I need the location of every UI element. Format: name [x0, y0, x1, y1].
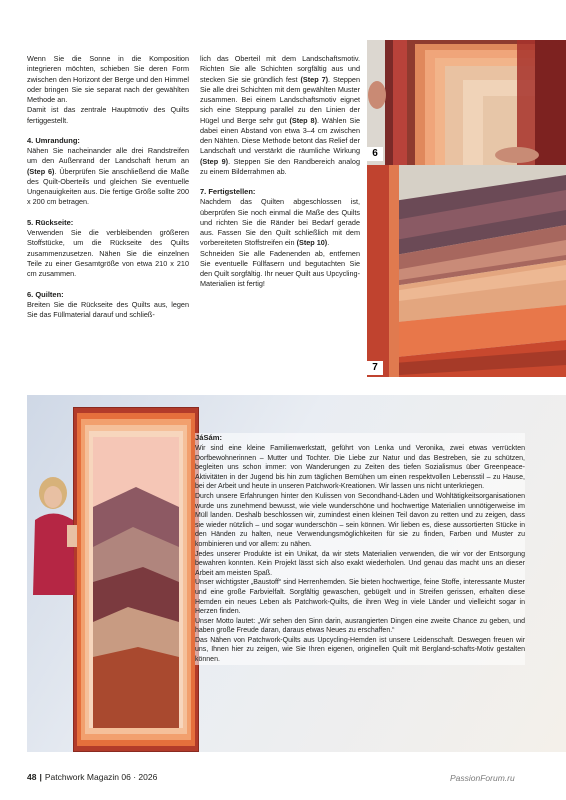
footer-separator: |: [39, 772, 42, 782]
text-column-left: [27, 54, 189, 331]
page-footer: [27, 771, 157, 783]
info-paragraph-6: Das Nähen von Patchwork-Quilts aus Upcycling-Hemden ist unsere Leidenschaft. Deswegen freuen wir uns, Ihnen hier zu zeigen, wie Sie Ihren eigenen, originellen Quilt mit Bergland-schafts-Motiv gestalten können.: [195, 636, 525, 664]
woman-holding-quilt: [27, 475, 87, 615]
quilting-continued-paragraph: lich das Oberteil mit dem Landschaftsmotiv. Richten Sie alle Schichten sorgfältig aus und stecken Sie sie gründlich fest (Step 7). Steppen Sie alle drei Schichten mit dem gewählten Muster zusammen. Bei einem Landschaftsmotiv eignet sich eine Steppung parallel zu den Linien der Hügel und Berge sehr gut (Step 8). Wählen Sie dabei einen Abstand von etwa 3–4 cm zwischen den Nähten. Diese Methode betont das Relief der Landschaft und verstärkt die räumliche Wirkung (Step 9). Steppen Sie den Randbereich analog zu einem Bilderrahmen ab.: [200, 54, 361, 176]
section-heading-fertigstellen: 7. Fertigstellen:: [200, 187, 256, 197]
page-number: 48: [27, 772, 37, 782]
info-paragraph-4: Unser wichtigster „Baustoff“ sind Herrenhemden. Sie bieten hochwertige, feine Stoffe, interessante Muster und eine große Farbvielfalt. Sorgfältig gewaschen, gebügelt und in Streifen gerissen, erhalten diese Hemden ein neues Leben als Patchwork-Quilts, die ihren Weg in viele Länder und vielleicht sogar in Herzen finden.: [195, 579, 525, 616]
step-number-6: 6: [367, 147, 383, 161]
step-6-photo: [367, 40, 566, 165]
jasam-info-box: [195, 433, 525, 665]
info-paragraph-1: Wir sind eine kleine Familienwerkstatt, geführt von Lenka und Veronika, zwei etwas verrückten Dorfbewohnerinnen – Mutter und Tochter. Die Liebe zur Natur und das Bestreben, sie zu schützen, begleiten uns schon immer: von Wanderungen zu Zeiten des tiefen Sozialismus über Greenpeace-Aktivitäten in der Jugend bis hin zum täglichen Bemühen um einen respektvollen Lebensstil – zu Hause, bei der Arbeit und heute in unseren Patchwork-Kreationen. Wir lassen uns nicht unterkriegen.: [195, 445, 525, 491]
magazine-issue: Patchwork Magazin 06 · 2026: [44, 772, 158, 782]
section-heading-quilten: 6. Quilten:: [27, 289, 64, 299]
info-paragraph-5: Unser Motto lautet: „Wir sehen den Sinn darin, ausrangierten Dingen eine zweite Chance zu geben, und haben große Freude daran, daraus etwas Neues zu erschaffen.“: [195, 617, 525, 635]
step-7-photo: [367, 165, 566, 377]
section-heading-umrandung: 4. Umrandung:: [27, 135, 80, 145]
info-paragraph-3: Jedes unserer Produkte ist ein Unikat, da wir stets Materialien verwenden, die wir vor der Entsorgung bewahren konnten. Kein Projekt lässt sich also exakt wiederholen. Und genau das macht uns an dieser Arbeit am meisten Spaß.: [195, 550, 525, 577]
text-column-middle: [200, 54, 360, 290]
info-box-title: JáSám:: [195, 433, 223, 442]
intro-paragraph: Wenn Sie die Sonne in die Komposition integrieren möchten, schieben Sie deren Form zwischen den Horizont der Berge und den Himmel oder bringen Sie sie separat nach der gewählten Methode an. Damit ist das zentrale Hauptmotiv des Quilts fertiggestellt.: [27, 54, 189, 125]
site-watermark: PassionForum.ru: [450, 773, 515, 783]
section-heading-rueckseite: 5. Rückseite:: [27, 217, 74, 227]
section-text-rueckseite: Verwenden Sie die verbleibenden größeren Stoffstücke, um die Rückseite des Quilts zusammenzusetzen. Nähen Sie die einzelnen Teile zu einer Gesamtgröße von etwa 210 x 210 cm zusammen.: [27, 228, 189, 279]
step-number-7: 7: [367, 361, 383, 375]
section-text-umrandung: Nähen Sie nacheinander alle drei Randstreifen um den Außenrand der Landschaft herum an (Step 6). Überprüfen Sie anschließend die Maße des Quilt-Oberteils und gleichen Sie eventuelle Ungenauigkeiten aus. Die fertige Größe sollte 200 x 200 cm betragen.: [27, 146, 189, 207]
section-text-fertigstellen: Nachdem das Quilten abgeschlossen ist, überprüfen Sie noch einmal die Maße des Quilts und richten Sie die Ränder bei Bedarf gerade aus. Fassen Sie den Quilt schließlich mit dem vorbereiteten Stoffstreifen ein (Step 10). Schneiden Sie alle Fadenenden ab, entfernen Sie eventuelle Füllfasern und begutachten Sie den Quilt sorgfältig. Ihr neuer Quilt aus Upcycling-Materialien ist fertig!: [200, 197, 360, 289]
quilt-display-illustration: [73, 407, 199, 752]
quilt-border-illustration: [367, 40, 566, 165]
info-paragraph-2: Durch unsere Erfahrungen hinter den Kulissen von Secondhand-Läden und Wohltätigkeitsorganisationen wurde uns zunehmend bewusst, wie viele wunderschöne und hochwertige Materialien unnötigerweise im Müll landen. Deshalb beschlossen wir, zumindest einen kleinen Teil davon zu retten und zu zeigen, dass sie wieder nützlich – und sogar wunderschön – sein können. Wir lieben es, diese aussortierten Stücke in den Händen zu halten, neue Verwendungsmöglichkeiten für sie zu finden, Farben und Muster zu kombinieren und vor allem: zu nähen.: [195, 492, 525, 548]
quilt-pinned-illustration: [367, 165, 566, 377]
section-text-quilten: Breiten Sie die Rückseite des Quilts aus, legen Sie das Füllmaterial darauf und schließ-: [27, 299, 189, 320]
